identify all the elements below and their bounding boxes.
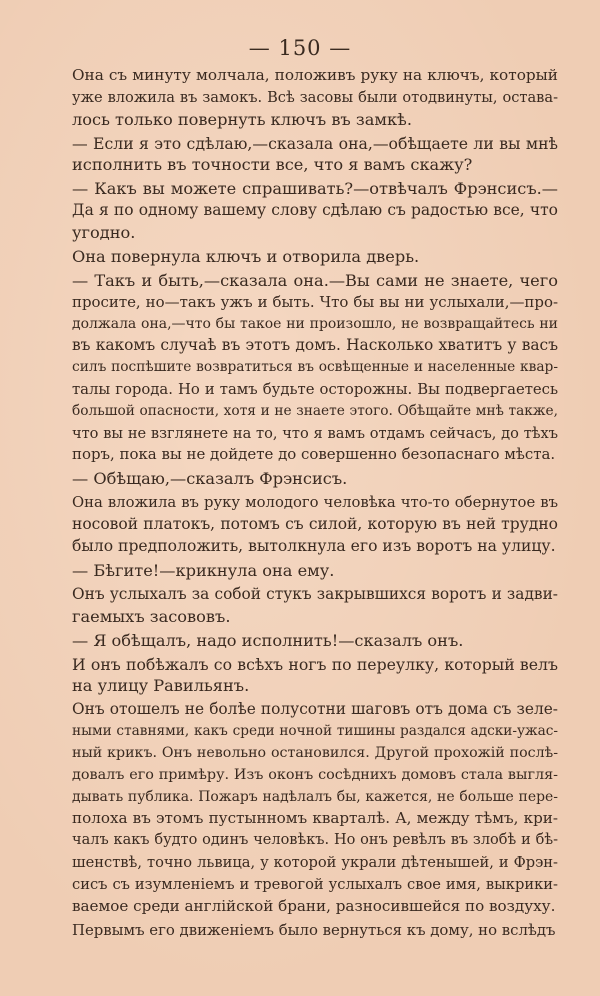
- text-line: что вы не взглянете на то, что я вамъ отдамъ сейчасъ, до тѣхъ: [72, 424, 558, 442]
- text-line: Да я по одному вашему слову сдѣлаю съ радостью все, что: [72, 201, 558, 220]
- text-line: исполнить въ точности все, что я вамъ скажу?: [72, 155, 473, 175]
- text-line: — Такъ и быть,—сказала она.—Вы сами не знаете, чего: [72, 270, 558, 290]
- paragraph: [72, 270, 558, 466]
- text-line: Она повернула ключъ и отворила дверь.: [72, 246, 420, 266]
- text-line: уже вложила въ замокъ. Всѣ засовы были отодвинуты, остава-: [72, 88, 558, 106]
- text-line: силъ поспѣшите возвратиться въ освѣщенные и населенные квар-: [72, 359, 558, 376]
- text-line: Она вложила въ руку молодого человѣка что-то обернутое въ: [72, 494, 558, 512]
- paragraph: [72, 560, 558, 582]
- paragraph: [72, 178, 558, 243]
- text-line: было предположить, вытолкнула его изъ воротъ на улицу.: [72, 536, 556, 555]
- text-line: Первымъ его движеніемъ было вернуться къ дому, но вслѣдъ: [72, 920, 556, 939]
- text-line: чалъ какъ будто одинъ человѣкъ. Но онъ ревѣлъ въ злобѣ и бѣ-: [72, 832, 558, 849]
- paragraph: [72, 65, 558, 130]
- text-line: талы города. Но и тамъ будьте осторожны. Вы подвергаетесь: [72, 380, 558, 398]
- text-body: [72, 65, 558, 944]
- text-line: сисъ съ изумленіемъ и тревогой услыхалъ свое имя, выкрики-: [72, 875, 558, 893]
- text-line: полоха въ этомъ пустынномъ кварталѣ. А, между тѣмъ, кри-: [72, 809, 558, 828]
- text-line: угодно.: [72, 222, 136, 242]
- paragraph: [72, 246, 558, 268]
- page-number: — 150 —: [248, 36, 352, 60]
- text-line: И онъ побѣжалъ со всѣхъ ногъ по переулку, который велъ: [72, 654, 558, 674]
- paragraph: [72, 584, 558, 628]
- paragraph: [72, 699, 558, 917]
- text-line: просите, но—такъ ужъ и быть. Что бы вы ни услыхали,—про-: [72, 292, 558, 311]
- text-line: ваемое среди англійской брани, разносившейся по воздуху.: [72, 896, 556, 915]
- paragraph: [72, 630, 558, 652]
- text-line: поръ, пока вы не дойдете до совершенно безопаснаго мѣста.: [72, 445, 556, 464]
- paragraph: [72, 492, 558, 557]
- text-line: довалъ его примѣру. Изъ оконъ сосѣднихъ домовъ стала выгля-: [72, 766, 558, 783]
- text-line: ный крикъ. Онъ невольно остановился. Другой прохожій послѣ-: [72, 744, 558, 761]
- text-line: — Какъ вы можете спрашивать?—отвѣчалъ Фрэнсисъ.—: [72, 179, 558, 199]
- text-line: носовой платокъ, потомъ съ силой, которую въ ней трудно: [72, 515, 558, 534]
- text-line: ными ставнями, какъ среди ночной тишины раздался адски-ужас-: [72, 723, 558, 740]
- text-line: Онъ услыхалъ за собой стукъ закрывшихся воротъ и задви-: [72, 584, 558, 603]
- paragraph: [72, 468, 558, 490]
- text-line: большой опасности, хотя и не знаете этого. Обѣщайте мнѣ также,: [72, 402, 558, 419]
- paragraph: [72, 654, 558, 698]
- paragraph: [72, 920, 558, 942]
- text-line: — Обѣщаю,—сказалъ Фрэнсисъ.: [72, 469, 348, 489]
- text-line: шенствѣ, точно львица, у которой украли дѣтенышей, и Фрэн-: [72, 853, 558, 871]
- text-line: Онъ отошелъ не болѣе полусотни шаговъ отъ дома съ зеле-: [72, 700, 558, 719]
- text-line: на улицу Равильянъ.: [72, 676, 250, 696]
- text-line: гаемыхъ засововъ.: [72, 606, 231, 626]
- text-line: въ какомъ случаѣ въ этотъ домъ. Насколько хватитъ у васъ: [72, 336, 558, 355]
- text-line: — Если я это сдѣлаю,—сказала она,—обѣщаете ли вы мнѣ: [72, 133, 558, 153]
- text-line: Она съ минуту молчала, положивъ руку на ключъ, который: [72, 66, 558, 84]
- paragraph: [72, 133, 558, 177]
- text-line: — Бѣгите!—крикнула она ему.: [72, 560, 335, 580]
- text-line: лось только повернуть ключъ въ замкѣ.: [72, 109, 412, 129]
- text-line: — Я обѣщалъ, надо исполнить!—сказалъ онъ.: [72, 630, 464, 650]
- text-line: дывать публика. Пожаръ надѣлалъ бы, кажется, не больше пере-: [72, 788, 558, 805]
- text-line: должала она,—что бы такое ни произошло, не возвращайтесь ни: [72, 315, 558, 332]
